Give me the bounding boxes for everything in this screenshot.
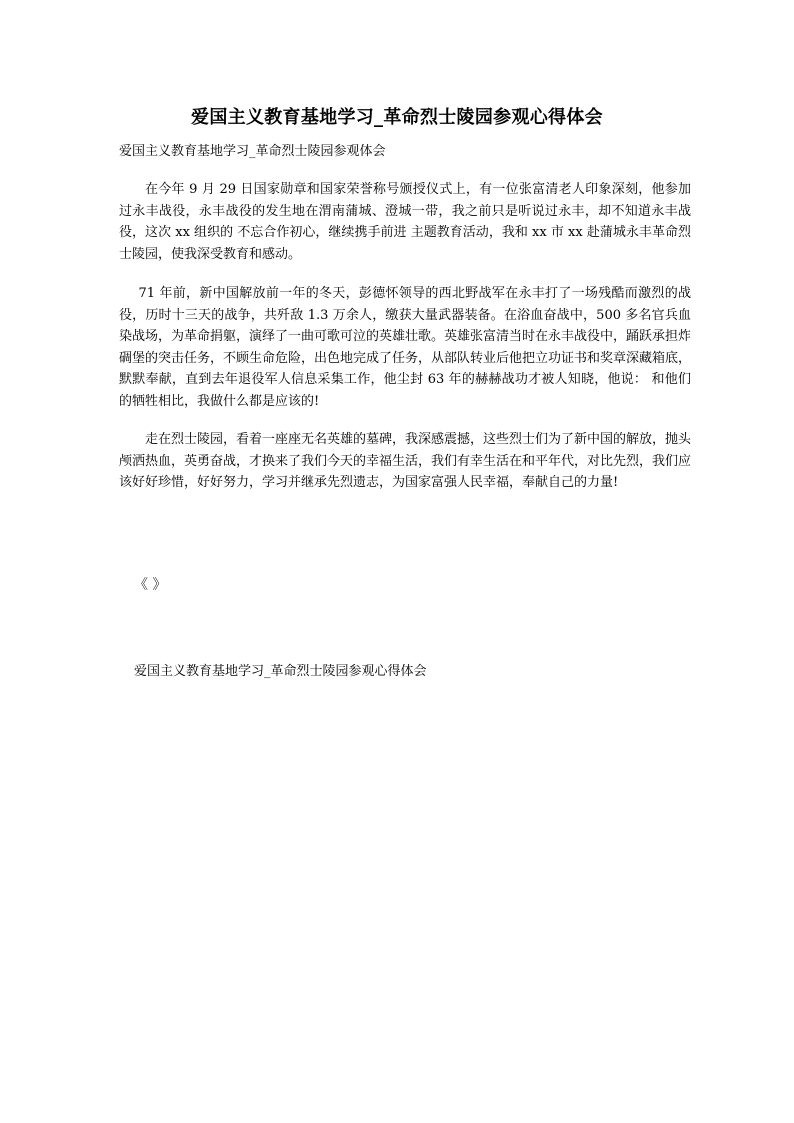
page-title: 爱国主义教育基地学习_革命烈士陵园参观心得体会 (191, 107, 603, 128)
page-subtitle: 爱国主义教育基地学习_革命烈士陵园参观体会 (119, 144, 386, 159)
footer-title: 爱国主义教育基地学习_革命烈士陵园参观心得体会 (134, 664, 427, 679)
paragraph-3: 走在烈士陵园，看着一座座无名英雄的墓碑，我深感震撼，这些烈士们为了新中国的解放，抛头颅洒热血，英勇奋战，才换来了我们今天的幸福生活，我们有幸生活在和平年代，对比先烈，我们应该好好珍惜，好好努力，学习并继承先烈遗志，为国家富强人民幸福，奉献自己的力量! (119, 432, 692, 491)
nav-marks: 《 》 (134, 577, 167, 593)
paragraph-2: 71 年前，新中国解放前一年的冬天，彭德怀领导的西北野战军在永丰打了一场残酷而激烈的战役，历时十三天的战争，共歼敌 1.3 万余人，缴获大量武器装备。在浴血奋战中，500 多名官兵血染战场，为革命捐躯，演绎了一曲可歌可泣的英雄壮歌。英雄张富清当时在永丰战役中，踊跃承担炸碉堡的突击任务，不顾生命危险，出色地完成了任务，从部队转业后他把立功证书和奖章深藏箱底，默默奉献，直到去年退役军人信息采集工作，他尘封 63 年的赫赫战功才被人知晓，他说： 和他们的牺牲相比，我做什么都是应该的! (119, 286, 692, 409)
paragraph-1: 在今年 9 月 29 日国家勋章和国家荣誉称号颁授仪式上，有一位张富清老人印象深刻，他参加过永丰战役，永丰战役的发生地在渭南蒲城、澄城一带，我之前只是听说过永丰，却不知道永丰战役，这次 xx 组织的 不忘合作初心，继续携手前进 主题教育活动，我和 xx 市 xx 赴蒲城永丰革命烈士陵园，使我深受教育和感动。 (119, 182, 691, 262)
